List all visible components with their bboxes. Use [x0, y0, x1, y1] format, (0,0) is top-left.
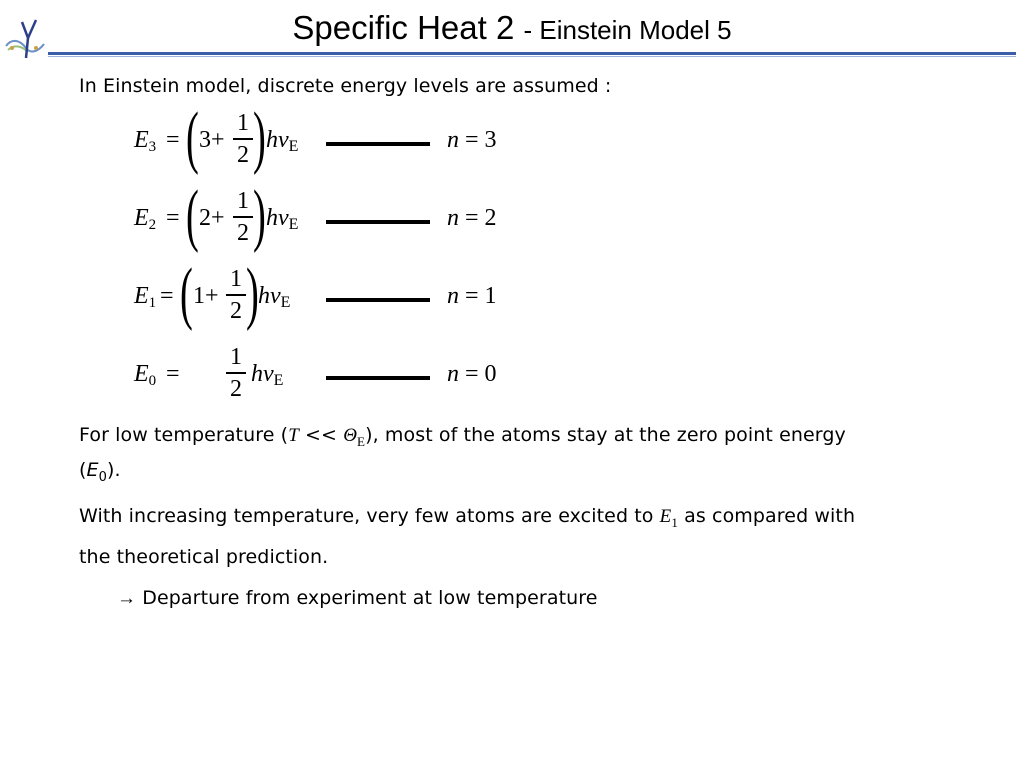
energy-label: $E_3$: [134, 127, 157, 155]
equals-sign: =: [160, 283, 174, 309]
level-line: [326, 298, 430, 302]
low-temp-paragraph-line2: $(E_0)$.: [79, 459, 121, 485]
equals-sign: =: [166, 127, 180, 153]
title-sub: - Einstein Model 5: [523, 15, 732, 45]
energy-level-3: [0, 99, 1024, 184]
slide-title: [0, 8, 1024, 50]
energy-label: $E_0$: [134, 361, 157, 389]
title-main: Specific Heat 2: [292, 9, 515, 46]
increasing-temp-paragraph-line2: the theoretical prediction.: [79, 546, 329, 568]
h-nu-E: $h\nu_E$: [251, 361, 284, 389]
equals-sign: =: [166, 361, 180, 387]
level-line: [326, 376, 430, 380]
fraction-half: 1 2: [233, 110, 253, 168]
h-nu-E: $h\nu_E$: [266, 127, 299, 155]
energy-level-1: [0, 255, 1024, 340]
low-temp-paragraph: For low temperature $(T << \Theta_E)$, most of the atoms stay at the zero point energy: [79, 424, 846, 449]
quantum-number: n = 3: [447, 127, 497, 153]
right-paren: ): [253, 177, 266, 254]
right-paren: ): [253, 99, 266, 176]
coefficient: 2+: [199, 205, 225, 231]
coefficient: 1+: [193, 283, 219, 309]
quantum-number: n = 0: [447, 361, 497, 387]
title-rule-thin: [48, 56, 1016, 57]
fraction-half: 1 2: [226, 266, 246, 324]
level-line: [326, 142, 430, 146]
energy-level-2: [0, 177, 1024, 262]
energy-level-0: [0, 340, 1024, 418]
coefficient: 3+: [199, 127, 225, 153]
increasing-temp-paragraph: With increasing temperature, very few atoms are excited to $E_1$ as compared with: [79, 505, 856, 530]
level-line: [326, 220, 430, 224]
equals-sign: =: [166, 205, 180, 231]
quantum-number: n = 2: [447, 205, 497, 231]
left-paren: (: [186, 177, 199, 254]
energy-label: $E_2$: [134, 205, 157, 233]
h-nu-E: $h\nu_E$: [266, 205, 299, 233]
right-arrow-icon: →: [117, 588, 137, 609]
quantum-number: n = 1: [447, 283, 497, 309]
title-rule: [48, 52, 1016, 55]
h-nu-E: $h\nu_E$: [258, 283, 291, 311]
intro-text: In Einstein model, discrete energy levels are assumed :: [79, 75, 612, 97]
energy-label: $E_1$: [134, 283, 157, 311]
fraction-half: 1 2: [233, 188, 253, 246]
right-paren: ): [246, 255, 259, 332]
left-paren: (: [180, 255, 193, 332]
fraction-half: 1 2: [226, 344, 246, 402]
conclusion-line: → Departure from experiment at low temperature: [117, 587, 598, 609]
left-paren: (: [186, 99, 199, 176]
